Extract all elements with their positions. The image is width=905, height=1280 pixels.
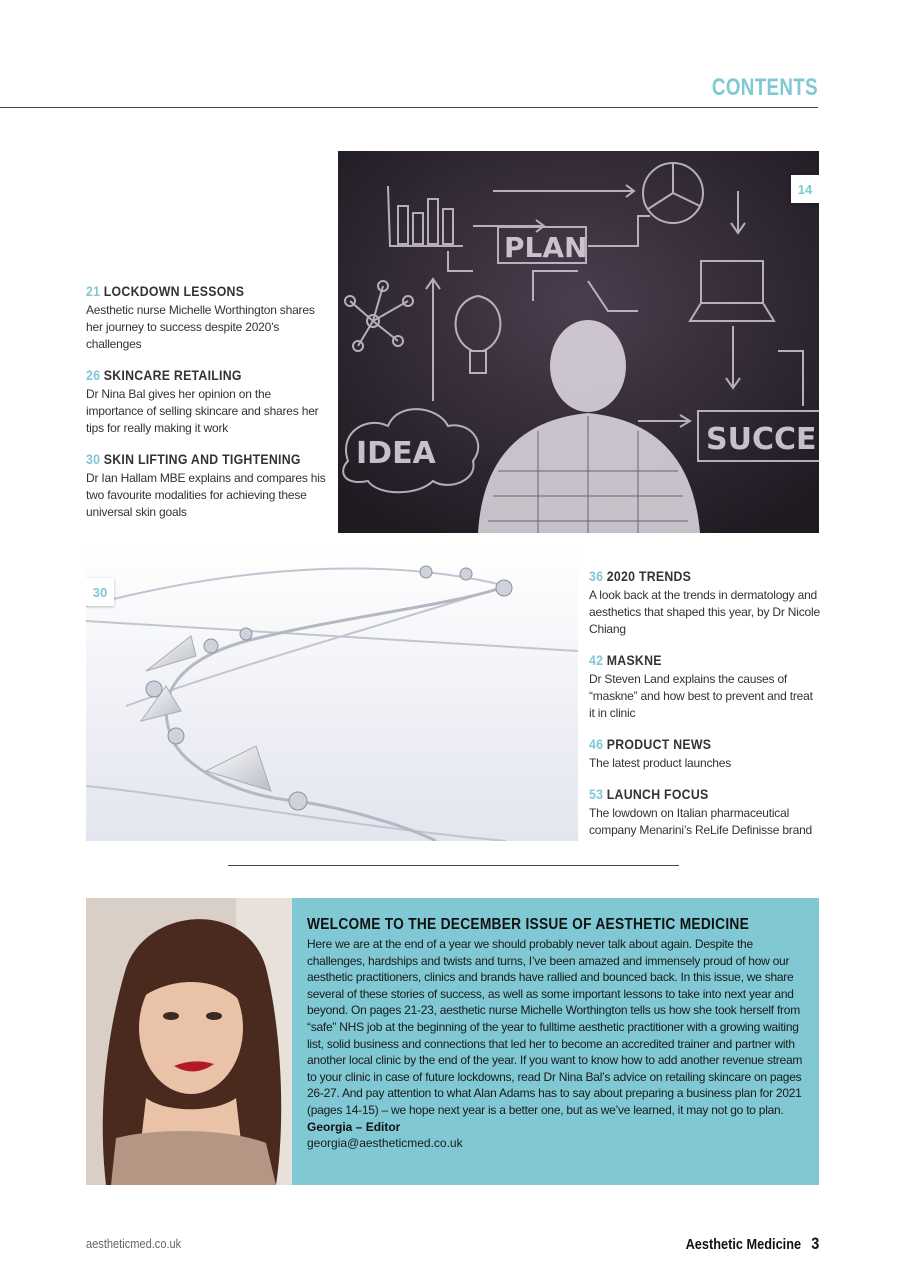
article-description: Dr Nina Bal gives her opinion on the importance of selling skincare and shares her tips for really making it work [86, 387, 319, 435]
article-description: The lowdown on Italian pharmaceutical company Menarini’s ReLife Definisse brand [589, 806, 813, 837]
page-reference-tag: 14 [791, 175, 819, 203]
thread-illustration [86, 546, 578, 841]
article-entry[interactable] [589, 736, 821, 772]
articles-right [589, 568, 821, 839]
idea-word: IDEA [356, 436, 436, 471]
article-page-number: 36 [589, 568, 604, 584]
article-entry[interactable] [589, 568, 821, 638]
article-description: Dr Steven Land explains the causes of “maskne” and how best to prevent and treat it in clinic [589, 672, 813, 720]
magazine-name: Aesthetic Medicine [685, 1236, 801, 1253]
article-title: PRODUCT NEWS [606, 736, 712, 752]
page-number: 3 [810, 1234, 819, 1253]
article-title: SKINCARE RETAILING [103, 367, 242, 383]
page-title: CONTENTS [711, 74, 818, 101]
article-page-number: 46 [589, 736, 604, 752]
editor-welcome-panel [292, 898, 819, 1185]
article-entry[interactable] [589, 786, 821, 839]
article-page-number: 30 [86, 451, 101, 467]
article-title: 2020 TRENDS [606, 568, 692, 584]
article-description: A look back at the trends in dermatology and aesthetics that shaped this year, by Dr Nicole Chiang [589, 588, 820, 636]
header-divider [0, 107, 818, 108]
editor-portrait-photo [86, 898, 292, 1185]
article-page-number: 21 [86, 283, 101, 299]
article-title: SKIN LIFTING AND TIGHTENING [103, 451, 301, 467]
article-title: LOCKDOWN LESSONS [103, 283, 245, 299]
article-entry[interactable] [86, 367, 326, 437]
article-page-number: 42 [589, 652, 604, 668]
article-entry[interactable] [86, 283, 326, 353]
article-description: The latest product launches [589, 756, 732, 770]
success-word: SUCCE [706, 422, 817, 457]
article-entry[interactable] [86, 451, 326, 521]
footer-magazine-info [685, 1234, 819, 1254]
chalkboard-business-plan-photo[interactable] [338, 151, 819, 533]
article-description: Dr Ian Hallam MBE explains and compares his two favourite modalities for achieving these universal skin goals [86, 471, 326, 519]
article-title: LAUNCH FOCUS [606, 786, 709, 802]
welcome-heading: WELCOME TO THE DECEMBER ISSUE OF AESTHETIC MEDICINE [307, 916, 750, 933]
chalkboard-illustration [338, 151, 819, 533]
thread-lift-photo[interactable] [86, 546, 578, 841]
articles-left [86, 283, 331, 521]
article-title: MASKNE [606, 652, 662, 668]
section-divider [228, 865, 679, 866]
article-page-number: 26 [86, 367, 101, 383]
article-entry[interactable] [589, 652, 821, 722]
page-reference-tag: 30 [86, 578, 114, 606]
plan-word: PLAN [504, 231, 588, 264]
editor-portrait [86, 898, 292, 1185]
article-description: Aesthetic nurse Michelle Worthington shares her journey to success despite 2020’s challenges [86, 303, 315, 351]
welcome-body-text: Here we are at the end of a year we should probably never talk about again. Despite the challenges, hardships and twists and turns, I’ve been amazed and immensely proud of how our aesthetic practitioners, clinics and brands have rallied and bounced back. In this issue, we share several of these stories of success, as well as some important lessons to take into next year and beyond. On pages 21-23, aesthetic nurse Michelle Worthington tells us how she took herself from “safe” NHS job at the beginning of the year to fulltime aesthetic practitioner with a growing waiting list, solid business and connections that led her to become an accredited trainer and partner with another local clinic by the end of the year. If you want to know how to add another revenue stream to your clinic in case of future lockdowns, read Dr Nina Bal’s advice on retailing skincare on pages 26-27. And pay attention to what Alan Adams has to say about preparing a business plan for 2021 (pages 14-15) – we hope next year is a better one, but as we’ve learned, it may not go to plan. [307, 937, 803, 1117]
editor-email-link[interactable]: georgia@aestheticmed.co.uk [307, 1136, 463, 1151]
footer-website-link[interactable]: aestheticmed.co.uk [86, 1236, 182, 1251]
article-page-number: 53 [589, 786, 604, 802]
editor-signature: Georgia – Editor [307, 1119, 401, 1134]
